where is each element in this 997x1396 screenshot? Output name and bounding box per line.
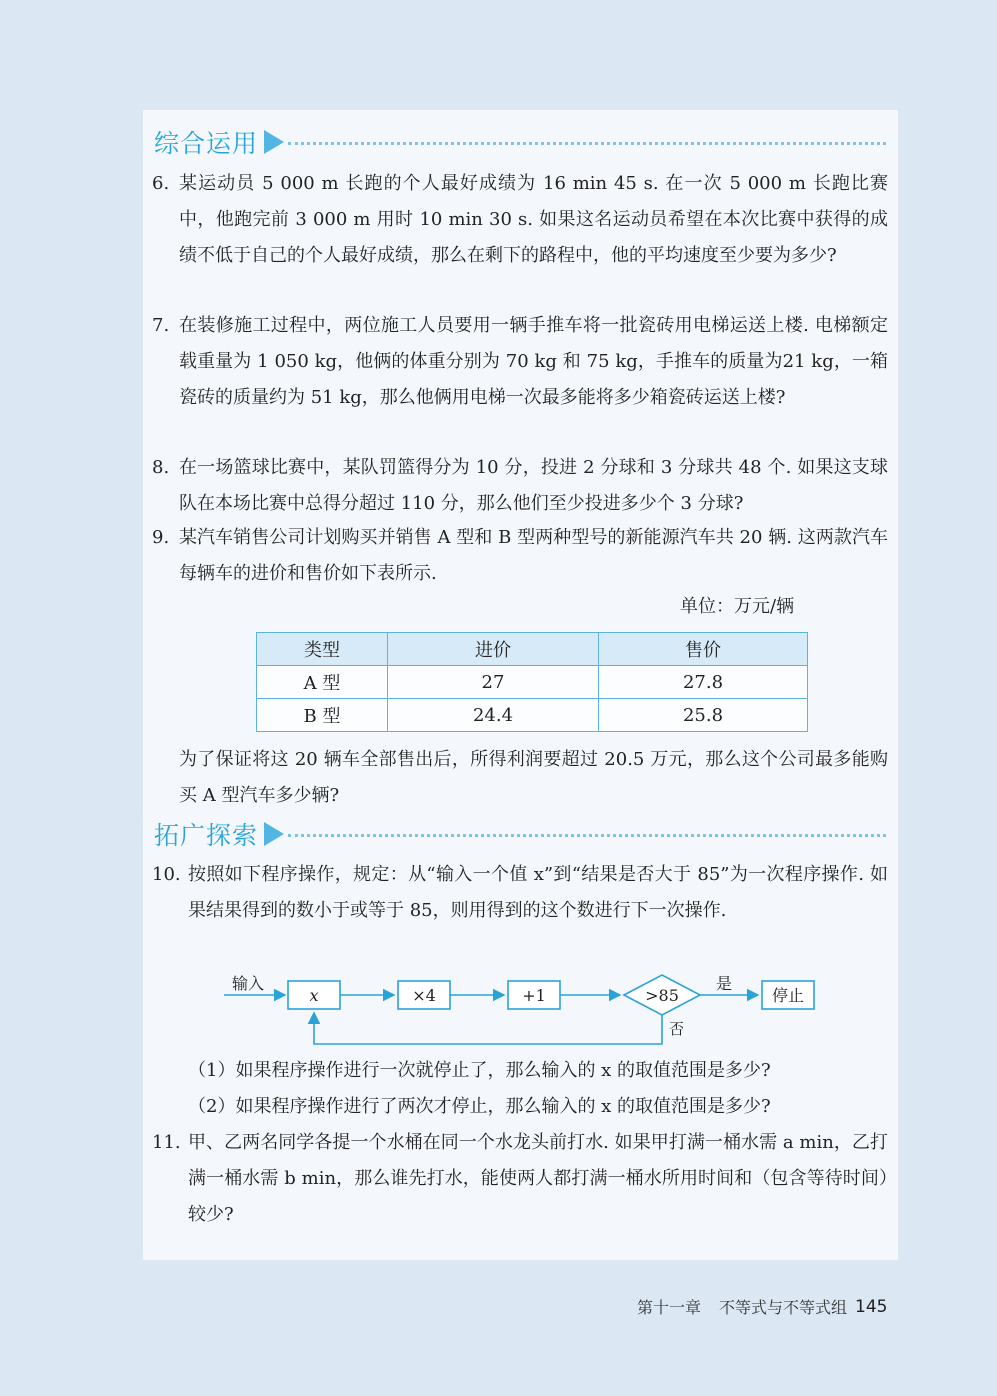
footer-title: 不等式与不等式组 (719, 1298, 848, 1317)
problem-number: 10. (152, 864, 181, 885)
section-header-applied (154, 122, 886, 162)
table-cell: 24.4 (388, 699, 599, 732)
footer-chapter: 第十一章 (637, 1298, 702, 1317)
table-cell: A 型 (257, 666, 388, 699)
table-unit-label: 单位：万元/辆 (680, 596, 795, 617)
problem-text: 在一场篮球比赛中，某队罚篮得分为 10 分，投进 2 分球和 3 分球共 48 个. 如果这支球队在本场比赛中总得分超过 110 分，那么他们至少投进多少个 3 分球? (179, 457, 888, 514)
triangle-arrow-icon (264, 130, 284, 154)
dotted-divider (288, 142, 886, 145)
problem-text: 为了保证将这 20 辆车全部售出后，所得利润要超过 20.5 万元，那么这个公司最多能购买 A 型汽车多少辆? (179, 749, 888, 806)
table-header-cell: 进价 (388, 633, 599, 666)
problem-text: 甲、乙两名同学各提一个水桶在同一个水龙头前打水. 如果甲打满一桶水需 a min，乙打满一桶水需 b min，那么谁先打水，能使两人都打满一桶水所用时间和（包含等待时间）较少? (188, 1132, 888, 1225)
problem-number: 8. (152, 457, 170, 478)
problem-8 (152, 450, 888, 522)
section-title: 综合运用 (154, 129, 259, 158)
price-table (256, 632, 808, 732)
problem-10 (152, 857, 888, 929)
flow-gt85-label: >85 (645, 986, 679, 1005)
table-cell: 27.8 (599, 666, 808, 699)
flow-loop-arrow (314, 1013, 662, 1044)
page-footer (637, 1295, 887, 1318)
table-row (257, 699, 808, 732)
problem-number: 9. (152, 527, 170, 548)
problem-10-question-1: （1）如果程序操作进行一次就停止了，那么输入的 x 的取值范围是多少? (188, 1060, 771, 1081)
problem-9 (152, 520, 888, 592)
table-cell: 25.8 (599, 699, 808, 732)
page-number: 145 (855, 1296, 888, 1317)
flow-no-label: 否 (669, 1020, 685, 1038)
triangle-arrow-icon (264, 822, 284, 846)
problem-number: 11. (152, 1132, 181, 1153)
problem-7 (152, 308, 888, 416)
table-row (257, 666, 808, 699)
flowchart (222, 970, 822, 1050)
problem-text: 某汽车销售公司计划购买并销售 A 型和 B 型两种型号的新能源汽车共 20 辆. 这两款汽车每辆车的进价和售价如下表所示. (179, 527, 888, 584)
problem-text: 按照如下程序操作，规定：从“输入一个值 x”到“结果是否大于 85”为一次程序操作. 如果结果得到的数小于或等于 85，则用得到的这个数进行下一次操作. (188, 864, 888, 921)
table-header-row (257, 633, 808, 666)
dotted-divider (288, 834, 886, 837)
table-header-cell: 类型 (257, 633, 388, 666)
problem-number: 7. (152, 315, 170, 336)
problem-11 (152, 1125, 888, 1233)
table-header-cell: 售价 (599, 633, 808, 666)
problem-10-question-2: （2）如果程序操作进行了两次才停止，那么输入的 x 的取值范围是多少? (188, 1096, 771, 1117)
table-cell: B 型 (257, 699, 388, 732)
table-cell: 27 (388, 666, 599, 699)
problem-text: 在装修施工过程中，两位施工人员要用一辆手推车将一批瓷砖用电梯运送上楼. 电梯额定载重量为 1 050 kg，他俩的体重分别为 70 kg 和 75 kg，手推车的质量为21 kg，一箱瓷砖的质量约为 51 kg，那么他俩用电梯一次最多能将多少箱瓷砖运送上楼? (179, 315, 888, 408)
problem-number: 6. (152, 173, 170, 194)
problem-text: 某运动员 5 000 m 长跑的个人最好成绩为 16 min 45 s. 在一次 5 000 m 长跑比赛中，他跑完前 3 000 m 用时 10 min 30 s. 如果这名运动员希望在本次比赛中获得的成绩不低于自己的个人最好成绩，那么在剩下的路程中，他的平均速度至少要为多少? (179, 173, 888, 266)
section-title: 拓广探索 (154, 821, 259, 850)
flow-yes-label: 是 (716, 974, 733, 993)
section-header-explore (154, 814, 886, 854)
problem-6 (152, 166, 888, 274)
problem-9-continued (152, 742, 888, 814)
flow-times4-label: ×4 (412, 986, 436, 1005)
flow-x-label: x (309, 986, 319, 1005)
flow-plus1-label: +1 (522, 986, 546, 1005)
flow-input-label: 输入 (232, 974, 265, 993)
flow-stop-label: 停止 (771, 986, 805, 1005)
